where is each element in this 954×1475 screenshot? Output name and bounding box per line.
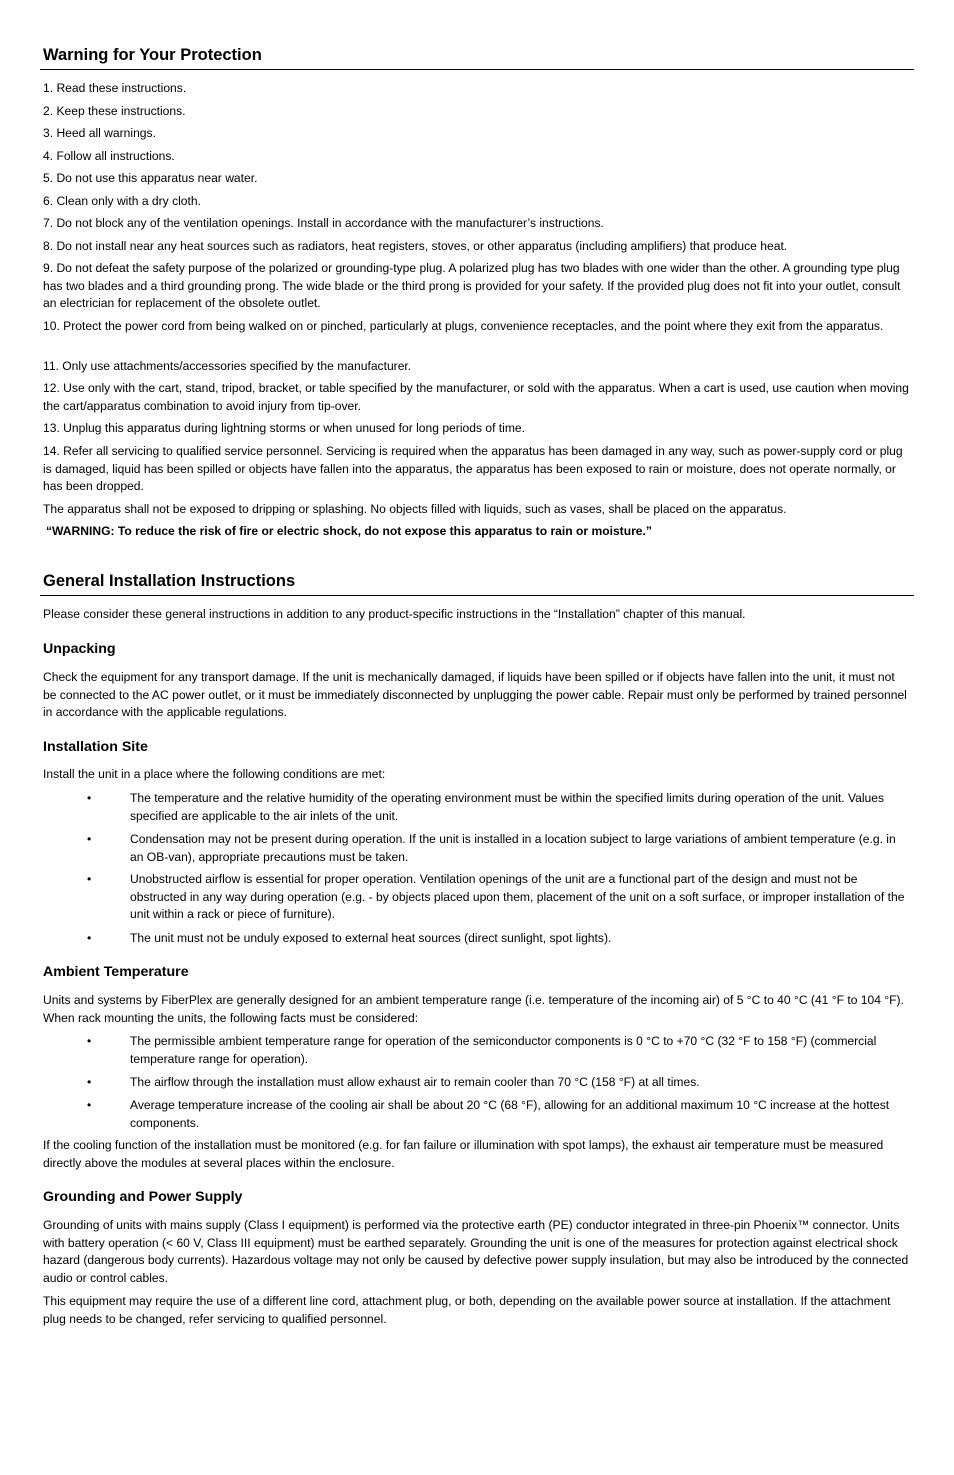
subheading-installation-site: Installation Site	[43, 739, 148, 755]
bullet-text: Unobstructed airflow is essential for proper operation. Ventilation openings of the unit are a functional part of the design and must not be obstructed in any way during operation (e.g. - by objects placed upon them, placement of the unit on a soft surface, or improper installation of the unit within a rack or piece of furniture).	[130, 872, 905, 922]
list-item: 3. Heed all warnings.	[43, 126, 156, 140]
site-intro: Install the unit in a place where the following conditions are met:	[43, 767, 386, 781]
bullet-text: Condensation may not be present during operation. If the unit is installed in a location subject to large variations of ambient temperature (e.g. in an OB-van), appropriate precautions must be taken.	[130, 832, 896, 864]
ambient-intro: Units and systems by FiberPlex are generally designed for an ambient temperature range (i.e. temperature of the incoming air) of 5 °C to 40 °C (41 °F to 104 °F). When rack mounting the units, the following facts must be considered:	[43, 993, 904, 1025]
section-title-installation: General Installation Instructions	[43, 572, 296, 590]
list-item: 2. Keep these instructions.	[43, 104, 186, 118]
unpacking-text: Check the equipment for any transport damage. If the unit is mechanically damaged, if liquids have been spilled or if objects have fallen into the unit, it must not be connected to the AC power outlet, or it must be immediately disconnected by unplugging the power cable. Repair must only be performed by trained personnel in accordance with the applicable regulations.	[43, 670, 907, 720]
grounding-text-2: This equipment may require the use of a different line cord, attachment plug, or both, depending on the available power source at installation. If the attachment plug needs to be changed, refer servicing to qualified personnel.	[43, 1294, 891, 1326]
list-item: 8. Do not install near any heat sources such as radiators, heat registers, stoves, or other apparatus (including amplifiers) that produce heat.	[43, 239, 788, 253]
subheading-ambient-temperature: Ambient Temperature	[43, 964, 189, 980]
bullet-text: The permissible ambient temperature range for operation of the semiconductor components is 0 °C to +70 °C (32 °F to 158 °F) (commercial temperature range for operation).	[130, 1034, 877, 1066]
list-item: 14. Refer all servicing to qualified service personnel. Servicing is required when the apparatus has been damaged in any way, such as power-supply cord or plug is damaged, liquid has been spilled or objects have fallen into the apparatus, the apparatus has been exposed to rain or moisture, does not operate normally, or has been dropped.	[43, 444, 903, 494]
installation-intro: Please consider these general instructions in addition to any product-specific instructions in the “Installation” chapter of this manual.	[43, 607, 746, 621]
list-item: 11. Only use attachments/accessories specified by the manufacturer.	[43, 359, 412, 373]
section-rule	[40, 595, 914, 596]
list-item: 10. Protect the power cord from being walked on or pinched, particularly at plugs, convenience receptacles, and the point where they exit from the apparatus.	[43, 319, 884, 333]
list-item: 6. Clean only with a dry cloth.	[43, 194, 201, 208]
subheading-grounding: Grounding and Power Supply	[43, 1189, 243, 1205]
list-item: 7. Do not block any of the ventilation openings. Install in accordance with the manufacturer’s instructions.	[43, 216, 604, 230]
bullet-text: The temperature and the relative humidity of the operating environment must be within the specified limits during operation of the unit. Values specified are applicable to the air inlets of the unit.	[130, 791, 885, 823]
section-title-warning: Warning for Your Protection	[43, 46, 262, 64]
list-item: 12. Use only with the cart, stand, tripod, bracket, or table specified by the manufacturer, or sold with the apparatus. When a cart is used, use caution when moving the cart/apparatus combination to avoid injury from tip-over.	[43, 381, 909, 413]
bullet-icon: •	[87, 872, 92, 886]
list-item: 4. Follow all instructions.	[43, 149, 175, 163]
bullet-text: The airflow through the installation must allow exhaust air to remain cooler than 70 °C (158 °F) at all times.	[130, 1075, 700, 1089]
bullet-icon: •	[87, 1098, 92, 1112]
bullet-text: The unit must not be unduly exposed to external heat sources (direct sunlight, spot lights).	[130, 931, 612, 945]
grounding-text-1: Grounding of units with mains supply (Class I equipment) is performed via the protective earth (PE) conductor integrated in three-pin Phoenix™ connector. Units with battery operation (< 60 V, Class III equipment) must be earthed separately. Grounding the unit is one of the measures for protection against electrical shock hazard (dangerous body currents). Hazardous voltage may not only be caused by defective power supply insulation, but may also be introduced by the connected audio or control cables.	[43, 1218, 909, 1285]
warning-statement: “WARNING: To reduce the risk of fire or electric shock, do not expose this apparatus to rain or moisture.”	[46, 524, 652, 538]
list-item: 13. Unplug this apparatus during lightning storms or when unused for long periods of time.	[43, 421, 526, 435]
bullet-icon: •	[87, 1075, 92, 1089]
section-rule	[40, 69, 914, 70]
dripping-note: The apparatus shall not be exposed to dripping or splashing. No objects filled with liquids, such as vases, shall be placed on the apparatus.	[43, 502, 787, 516]
bullet-icon: •	[87, 931, 92, 945]
bullet-icon: •	[87, 832, 92, 846]
ambient-outro: If the cooling function of the installation must be monitored (e.g. for fan failure or illumination with spot lamps), the exhaust air temperature must be measured directly above the modules at several places within the enclosure.	[43, 1138, 884, 1170]
list-item: 9. Do not defeat the safety purpose of the polarized or grounding-type plug. A polarized plug has two blades with one wider than the other. A grounding type plug has two blades and a third grounding prong. The wide blade or the third prong is provided for your safety. If the provided plug does not fit into your outlet, consult an electrician for replacement of the obsolete outlet.	[43, 261, 901, 311]
bullet-text: Average temperature increase of the cooling air shall be about 20 °C (68 °F), allowing for an additional maximum 10 °C increase at the hottest components.	[130, 1098, 890, 1130]
bullet-icon: •	[87, 791, 92, 805]
list-item: 1. Read these instructions.	[43, 81, 187, 95]
list-item: 5. Do not use this apparatus near water.	[43, 171, 258, 185]
bullet-icon: •	[87, 1034, 92, 1048]
subheading-unpacking: Unpacking	[43, 641, 116, 657]
